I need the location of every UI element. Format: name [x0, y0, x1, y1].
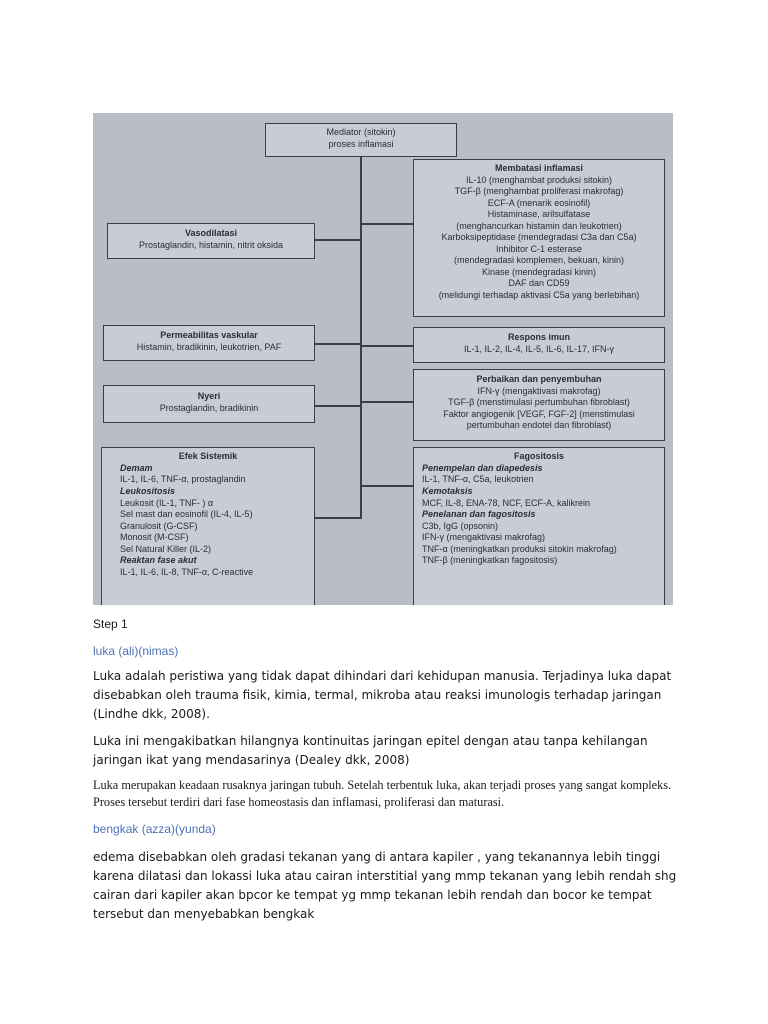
- connector-left-1: [315, 239, 361, 241]
- perbaikan-line: IFN-γ (mengaktivasi makrofag): [477, 385, 601, 396]
- fagositosis-line: TNF-α (meningkatkan produksi sitokin makrofag): [422, 543, 617, 554]
- box-perbaikan: [413, 369, 665, 441]
- permeabilitas-title: Permeabilitas vaskular: [160, 330, 258, 340]
- box-mediator: [265, 123, 457, 157]
- connector-right-3: [361, 401, 413, 403]
- paragraph-luka-2: Luka ini mengakibatkan hilangnya kontinuitas jaringan epitel dengan atau tanpa kehilangan jaringan ikat yang mendasarinya (Dealey dkk, 2008): [93, 734, 648, 767]
- box-nyeri: [103, 385, 315, 423]
- efek-line: IL-1, IL-6, TNF-α, prostaglandin: [120, 474, 246, 485]
- efek-heading-leukositosis: Leukositosis: [120, 485, 176, 496]
- connector-left-4: [315, 517, 361, 519]
- membatasi-line: IL-10 (menghambat produksi sitokin): [465, 174, 613, 185]
- membatasi-line: Karboksipeptidase (mendegradasi C3a dan C5a): [441, 232, 637, 243]
- efek-line: IL-1, IL-6, IL-8, TNF-α, C-reactive: [120, 566, 254, 577]
- membatasi-line: (melidungi terhadap aktivasi C5a yang berlebihan): [438, 289, 640, 300]
- fagositosis-line: C3b, IgG (opsonin): [422, 520, 499, 531]
- paragraph-luka-3: Luka merupakan keadaan rusaknya jaringan tubuh. Setelah terbentuk luka, akan terjadi proses yang sangat kompleks. Proses tersebut terdiri dari fase homeostasis dan inflamasi, proliferasi dan maturasi.: [93, 778, 672, 809]
- nyeri-line: Prostaglandin, bradikinin: [159, 402, 259, 413]
- membatasi-line: TGF-β (menghambat proliferasi makrofag): [454, 186, 624, 197]
- trunk-line: [360, 155, 362, 519]
- fagositosis-line: IL-1, TNF-α, C5a, leukotrien: [422, 474, 534, 485]
- box-respons-imun: [413, 327, 665, 363]
- membatasi-line: (menghancurkan histamin dan leukotrien): [456, 220, 622, 231]
- perbaikan-line: Faktor angiogenik [VEGF, FGF-2] (menstimulasi: [443, 408, 635, 419]
- fagositosis-heading-penelanan: Penelanan dan fagositosis: [422, 509, 536, 520]
- fagositosis-heading-penempelan: Penempelan dan diapedesis: [422, 462, 543, 473]
- fagositosis-line: IFN-γ (mengaktivasi makrofag): [422, 532, 546, 543]
- efek-heading-reaktan: Reaktan fase akut: [120, 555, 197, 566]
- connector-right-2: [361, 345, 413, 347]
- membatasi-line: ECF-A (menarik eosinofil): [487, 197, 591, 208]
- permeabilitas-line: Histamin, bradikinin, leukotrien, PAF: [136, 341, 282, 352]
- box-fagositosis: [413, 447, 665, 605]
- membatasi-line: DAF dan CD59: [508, 278, 570, 289]
- connector-left-2: [315, 343, 361, 345]
- vasodilatasi-title: Vasodilatasi: [184, 228, 238, 238]
- membatasi-line: (mendegradasi komplemen, bekuan, kinin): [453, 255, 625, 266]
- membatasi-line: Inhibitor C-1 esterase: [495, 243, 583, 254]
- box-vasodilatasi: [107, 223, 315, 259]
- membatasi-title: Membatasi inflamasi: [494, 163, 584, 173]
- membatasi-line: Histaminase, arilsulfatase: [487, 209, 591, 220]
- efek-heading-demam: Demam: [120, 462, 153, 473]
- efek-line: Leukosit (IL-1, TNF- ) α: [120, 497, 214, 508]
- mediator-line-1: Mediator (sitokin): [326, 127, 396, 137]
- section-heading-luka: luka (ali)(nimas): [93, 644, 179, 658]
- paragraph-bengkak: edema disebabkan oleh gradasi tekanan yang di antara kapiler , yang tekanannya lebih tinggi karena dilatasi dan lokassi luka atau cairan interstitial yang mmp tekanan yang lebih rendah shg cairan dari kapiler akan bpcor ke tempat yg mmp tekanan lebih rendah dan bocor ke tempat tersebut dan menyebabkan bengkak: [93, 850, 677, 921]
- connector-right-1: [361, 223, 413, 225]
- box-membatasi-inflamasi: [413, 159, 665, 317]
- fagositosis-line: MCF, IL-8, ENA-78, NCF, ECF-A, kalikrein: [422, 497, 591, 508]
- box-permeabilitas: [103, 325, 315, 361]
- diagram-photo: [93, 113, 673, 605]
- box-efek-sistemik: [101, 447, 315, 605]
- respons-line: IL-1, IL-2, IL-4, IL-5, IL-6, IL-17, IFN-γ: [463, 343, 615, 354]
- perbaikan-title: Perbaikan dan penyembuhan: [476, 374, 602, 384]
- fagositosis-heading-kemotaksis: Kemotaksis: [422, 485, 473, 496]
- connector-left-3: [315, 405, 361, 407]
- efek-line: Sel mast dan eosinofil (IL-4, IL-5): [120, 509, 253, 520]
- efek-title: Efek Sistemik: [178, 451, 238, 461]
- vasodilatasi-line: Prostaglandin, histamin, nitrit oksida: [138, 239, 284, 250]
- respons-title: Respons imun: [507, 332, 570, 342]
- perbaikan-line: TGF-β (menstimulasi pertumbuhan fibroblast): [448, 397, 630, 408]
- connector-right-4: [361, 485, 413, 487]
- mediator-line-2: proses inflamasi: [328, 138, 394, 149]
- efek-line: Monosit (M-CSF): [120, 532, 189, 543]
- perbaikan-line: pertumbuhan endotel dan fibroblast): [466, 420, 612, 431]
- nyeri-title: Nyeri: [197, 391, 221, 401]
- fagositosis-title: Fagositosis: [513, 451, 564, 461]
- fagositosis-line: TNF-β (meningkatkan fagositosis): [422, 555, 558, 566]
- section-heading-bengkak: bengkak (azza)(yunda): [93, 822, 216, 836]
- step-heading: Step 1: [93, 617, 128, 631]
- efek-line: Granulosit (G-CSF): [120, 520, 198, 531]
- membatasi-line: Kinase (mendegradasi kinin): [481, 266, 597, 277]
- efek-line: Sel Natural Killer (IL-2): [120, 543, 212, 554]
- paragraph-luka-1: Luka adalah peristiwa yang tidak dapat dihindari dari kehidupan manusia. Terjadinya luka dapat disebabkan oleh trauma fisik, kimia, termal, mikroba atau reaksi imunologis terhadap jaringan (Lindhe dkk, 2008).: [93, 669, 672, 721]
